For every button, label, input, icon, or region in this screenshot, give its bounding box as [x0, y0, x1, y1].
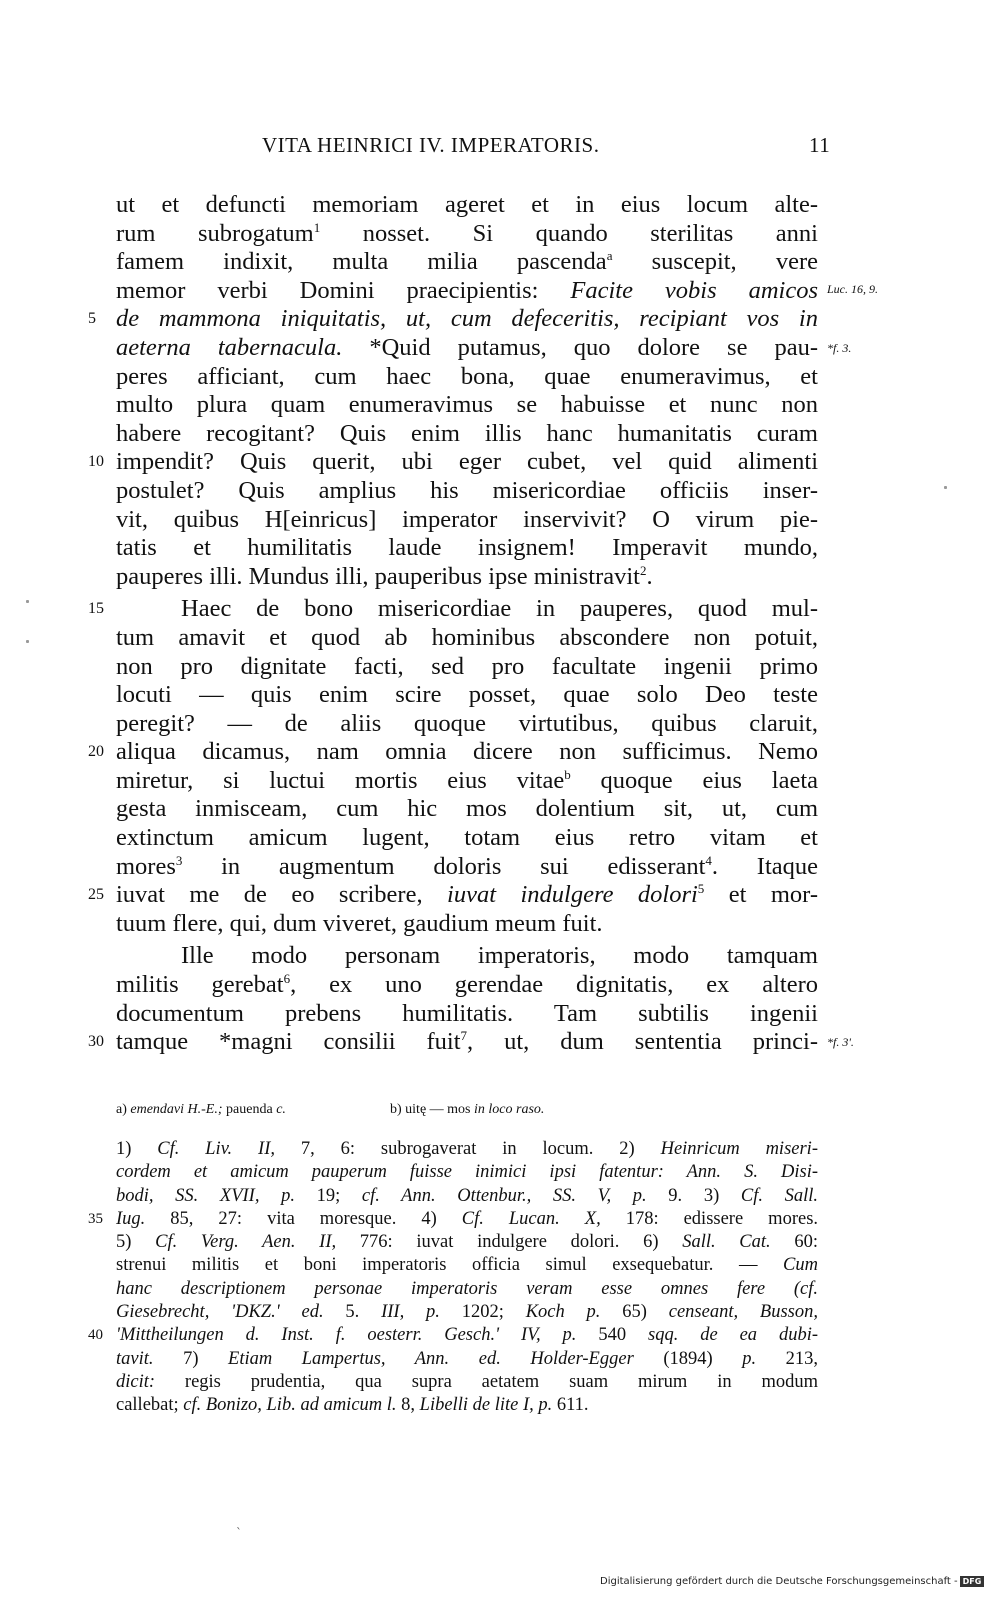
text-line: documentum prebens humilitatis. Tam subtilis ingenii: [116, 999, 818, 1027]
digitization-credit: Digitalisierung gefördert durch die Deutsche Forschungsgemeinschaft - DFG: [600, 1576, 984, 1587]
text-line: tuum flere, qui, dum viveret, gaudium meum fuit.: [116, 909, 603, 937]
line-number: 30: [88, 1033, 104, 1051]
line-number: 35: [88, 1210, 103, 1227]
text-line: peres afficiant, cum haec bona, quae enumeravimus, et: [116, 362, 818, 390]
footnote-line: 5) Cf. Verg. Aen. II, 776: iuvat indulgere dolori. 6) Sall. Cat. 60:: [116, 1232, 818, 1253]
apparatus-ref: a: [606, 248, 613, 264]
apparatus-note-a: a) emendavi H.-E.; pauenda c.: [116, 1102, 286, 1117]
footnote-line: hanc descriptionem personae imperatoris veram esse omnes fere (cf.: [116, 1278, 818, 1299]
text-line: pauperes illi. Mundus illi, pauperibus ipse ministravit$^2$.: [116, 562, 653, 590]
footnote-line: strenui militis et boni imperatoris officia simul exsequebatur. — Cum: [116, 1255, 818, 1276]
scan-speck: [26, 640, 29, 643]
footnote-ref: 6: [283, 971, 291, 987]
footnote-ref: 1: [313, 219, 321, 235]
footnote-line: tavit. 7) Etiam Lampertus, Ann. ed. Holder-Egger (1894) p. 213,: [116, 1348, 818, 1369]
text-line: miretur, si luctui mortis eius vitae$^b$ quoque eius laeta: [116, 766, 818, 794]
text-line: locuti — quis enim scire posset, quae solo Deo teste: [116, 681, 818, 709]
footnote-ref: 3: [175, 852, 183, 868]
text-line: tum amavit et quod ab hominibus abscondere non potuit,: [116, 623, 818, 651]
text-line: 5 de mammona iniquitatis, ut, cum defeceritis, recipiant vos in: [88, 305, 818, 333]
footnote-line: cordem et amicum pauperum fuisse inimici ipsi fatentur: Ann. S. Disi-: [116, 1162, 818, 1183]
margin-note: *f. 3'.: [827, 1035, 854, 1050]
line-number: 20: [88, 743, 104, 761]
text-line: 20 aliqua dicamus, nam omnia dicere non sufficimus. Nemo: [88, 738, 818, 766]
critical-apparatus: [116, 1102, 545, 1118]
text-line: peregit? — de aliis quoque virtutibus, quibus claruit,: [116, 709, 818, 737]
line-number: 25: [88, 886, 104, 904]
text-line: habere recogitant? Quis enim illis hanc humanitatis curam: [116, 419, 818, 447]
text-line: extinctum amicum lugent, totam eius retro vitam et: [116, 824, 818, 852]
text-line: 30 tamque *magni consilii fuit$^7$, ut, dum sententia princi- *f. 3'.: [88, 1028, 854, 1056]
footnote-line: Giesebrecht, 'DKZ.' ed. 5. III, p. 1202; Koch p. 65) censeant, Busson,: [116, 1302, 818, 1323]
line-number: 40: [88, 1327, 103, 1344]
text-line: aeterna tabernacula. *Quid putamus, quo dolore se pau- *f. 3.: [116, 333, 852, 361]
stray-mark: ˋ: [236, 1526, 242, 1540]
footnotes: [88, 1138, 819, 1418]
text-line: memor verbi Domini praecipientis: Facite vobis amicos Luc. 16, 9.: [116, 276, 878, 304]
text-line: 25 iuvat me de eo scribere, iuvat indulgere dolori$^5$ et mor-: [88, 881, 818, 909]
main-text: [88, 191, 878, 1057]
footnote-line: 40 'Mittheilungen d. Inst. f. oesterr. Gesch.' IV, p. 540 sqq. de ea dubi-: [116, 1324, 818, 1347]
text-line: 10 impendit? Quis querit, ubi eger cubet, vel quid alimenti: [88, 448, 818, 476]
footnote-line: dicit: regis prudentia, qua supra aetatem suam mirum in modum: [116, 1371, 818, 1392]
page-number: 11: [809, 133, 831, 157]
text-line: non pro dignitate facti, sed pro facultate ingenii primo: [116, 652, 818, 680]
text-line: multo plura quam enumeravimus se habuisse et nunc non: [116, 391, 818, 419]
text-line: 15 Haec de bono misericordiae in pauperes, quod mul-: [88, 595, 818, 623]
apparatus-note-b: b) uitę — mos in loco raso.: [390, 1102, 545, 1117]
text-line: gesta inmisceam, cum hic mos dolentium sit, ut, cum: [116, 795, 818, 823]
text-line: rum subrogatum$^1$ nosset. Si quando sterilitas anni: [116, 219, 818, 247]
footnote-ref: 5: [697, 881, 705, 897]
text-line: vit, quibus H[einricus] imperator inservivit? O virum pie-: [116, 505, 818, 533]
scan-speck: [26, 600, 29, 603]
scan-speck: [944, 486, 947, 489]
margin-note: *f. 3.: [827, 340, 852, 355]
apparatus-ref: b: [564, 766, 571, 782]
line-number: 15: [88, 600, 104, 618]
running-title: VITA HEINRICI IV. IMPERATORIS.: [262, 133, 600, 157]
text-line: postulet? Quis amplius his misericordiae officiis inser-: [116, 476, 818, 504]
footnote-ref: 7: [460, 1028, 468, 1044]
line-number: 10: [88, 453, 104, 471]
footnote-ref: 2: [639, 562, 647, 578]
footnote-line: callebat; cf. Bonizo, Lib. ad amicum l. 8, Libelli de lite I, p. 611.: [116, 1395, 589, 1416]
text-line: Ille modo personam imperatoris, modo tamquam: [181, 942, 818, 970]
footnote-line: 1) Cf. Liv. II, 7, 6: subrogaverat in locum. 2) Heinricum miseri-: [116, 1139, 818, 1159]
text-line: ut et defuncti memoriam ageret et in eius locum alte-: [116, 191, 818, 218]
dfg-logo: DFG: [960, 1576, 985, 1587]
footnote-ref: 4: [705, 852, 712, 868]
line-number: 5: [88, 310, 96, 328]
text-line: militis gerebat$^6$, ex uno gerendae dignitatis, ex altero: [116, 971, 818, 999]
margin-note: Luc. 16, 9.: [827, 281, 878, 296]
text-line: tatis et humilitatis laude insignem! Imperavit mundo,: [116, 534, 818, 562]
footnote-line: bodi, SS. XVII, p. 19; cf. Ann. Ottenbur., SS. V, p. 9. 3) Cf. Sall.: [116, 1185, 819, 1206]
text-line: famem indixit, multa milia pascenda$^a$ suscepit, vere: [116, 248, 818, 276]
footnote-line: 35 Iug. 85, 27: vita moresque. 4) Cf. Lucan. X, 178: edissere mores.: [116, 1208, 818, 1231]
text-line: mores$^3$ in augmentum doloris sui edisserant$^4$. Itaque: [116, 852, 819, 880]
